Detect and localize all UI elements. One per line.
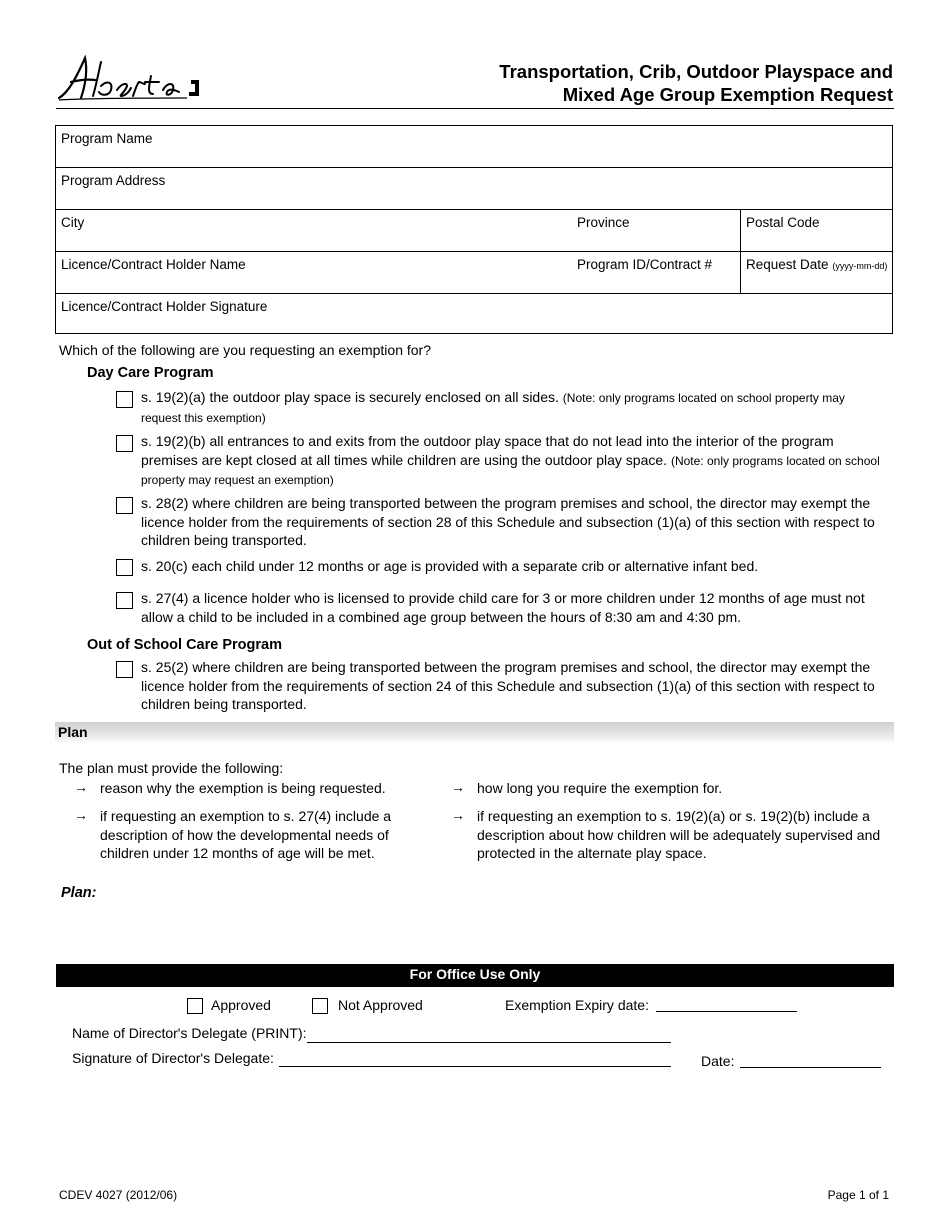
exemption-question: Which of the following are you requesting an exemption for? [59,342,431,358]
checkbox-27-4[interactable] [116,592,133,609]
office-use-heading: For Office Use Only [56,964,894,987]
date-line[interactable] [740,1067,881,1068]
day-care-heading: Day Care Program [87,365,214,381]
checkbox-25-2[interactable] [116,661,133,678]
holder-signature-field[interactable] [56,294,892,335]
page-number: Page 1 of 1 [827,1188,889,1202]
delegate-signature-label: Signature of Director's Delegate: [72,1050,274,1066]
program-address-field[interactable] [56,168,892,209]
item-20-c-text: s. 20(c) each child under 12 months or age is provided with a separate crib or alternative infant bed. [141,558,759,574]
city-label: City [61,215,85,230]
title-divider [56,108,894,109]
program-id-label: Program ID/Contract # [577,257,713,272]
plan-input-area[interactable] [56,905,894,957]
form-id: CDEV 4027 (2012/06) [59,1188,178,1202]
checkbox-20-c[interactable] [116,559,133,576]
delegate-name-label: Name of Director's Delegate (PRINT): [72,1025,307,1041]
plan-heading: Plan [58,724,88,740]
plan-bullet-19-2: if requesting an exemption to s. 19(2)(a) or s. 19(2)(b) include a description about how children will be adequately supervised and protected in the alternate play space. [477,808,881,861]
item-19-2-b-note: (Note: only programs located on school property may request an exemption) [141,453,880,487]
signature-row [56,294,892,335]
alberta-logo-svg [55,52,215,104]
holder-row [56,252,892,294]
out-of-school-heading: Out of School Care Program [87,637,282,653]
arrow-icon: → [74,807,88,823]
holder-name-field[interactable] [56,252,572,293]
province-field[interactable] [572,210,740,251]
plan-section-bar [55,722,894,744]
checkbox-28-2[interactable] [116,497,133,514]
arrow-icon: → [74,779,88,795]
delegate-signature-line[interactable] [279,1066,671,1067]
request-date-field[interactable] [740,252,892,293]
holder-name-label: Licence/Contract Holder Name [61,257,246,272]
request-date-label: Request Date [746,257,829,272]
form-title-line1: Transportation, Crib, Outdoor Playspace and [499,61,893,82]
item-19-2-b-text: s. 19(2)(b) all entrances to and exits from the outdoor play space that do not lead into the interior of the program premises are kept closed at all times while children are using the outdoor play space. [141,433,834,468]
postal-code-field[interactable] [740,210,892,251]
checkbox-19-2-b[interactable] [116,435,133,452]
item-19-2-a-note: (Note: only programs located on school property may request this exemption) [141,391,845,425]
holder-signature-label: Licence/Contract Holder Signature [61,299,268,314]
not-approved-checkbox[interactable] [312,998,328,1014]
plan-label: Plan: [61,885,97,901]
date-label: Date: [701,1053,735,1069]
item-28-2 [141,494,886,550]
plan-bullet-duration: how long you require the exemption for. [477,780,723,796]
item-19-2-a-text: s. 19(2)(a) the outdoor play space is securely enclosed on all sides. [141,389,559,405]
approved-checkbox[interactable] [187,998,203,1014]
item-28-2-text: s. 28(2) where children are being transported between the program premises and school, the director may exempt the licence holder from the requirements of section 28 of this Schedule and subsection (1)(a) of this section with respect to children being transported. [141,495,875,548]
form-title-line2: Mixed Age Group Exemption Request [562,84,893,105]
program-info-grid [55,125,893,334]
program-name-row [56,126,892,168]
plan-intro: The plan must provide the following: [59,760,284,776]
request-date-format: (yyyy-mm-dd) [832,261,888,271]
alberta-logo [55,52,215,104]
item-25-2-text: s. 25(2) where children are being transported between the program premises and school, the director may exempt the licence holder from the requirements of section 24 of this Schedule and subsection (1)(a) of this section with respect to children being transported. [141,659,875,712]
delegate-name-line[interactable] [307,1042,671,1043]
postal-code-label: Postal Code [746,215,820,230]
program-name-label: Program Name [61,131,153,146]
arrow-icon: → [451,779,465,795]
program-address-label: Program Address [61,173,166,188]
item-20-c [141,557,886,576]
program-name-field[interactable] [56,126,892,167]
arrow-icon: → [451,807,465,823]
plan-bullet-reason: reason why the exemption is being requested. [100,780,386,796]
plan-bullet-27-4: if requesting an exemption to s. 27(4) include a description of how the developmental needs of children under 12 months of age will be met. [100,808,392,861]
program-address-row [56,168,892,210]
item-27-4 [141,589,886,626]
city-field[interactable] [56,210,572,251]
program-id-field[interactable] [572,252,740,293]
item-25-2 [141,658,886,714]
expiry-date-label: Exemption Expiry date: [505,997,649,1013]
item-27-4-text: s. 27(4) a licence holder who is licensed to provide child care for 3 or more children under 12 months of age must not allow a child to be included in a combined age group between the hours of 8:30 am and 4:30 pm. [141,590,865,625]
expiry-date-line[interactable] [656,1011,797,1012]
item-19-2-b [141,432,886,490]
not-approved-label: Not Approved [338,997,423,1013]
form-title [499,60,893,106]
checkbox-19-2-a[interactable] [116,391,133,408]
approved-label: Approved [211,997,271,1013]
city-row [56,210,892,252]
province-label: Province [577,215,630,230]
item-19-2-a [141,388,886,427]
